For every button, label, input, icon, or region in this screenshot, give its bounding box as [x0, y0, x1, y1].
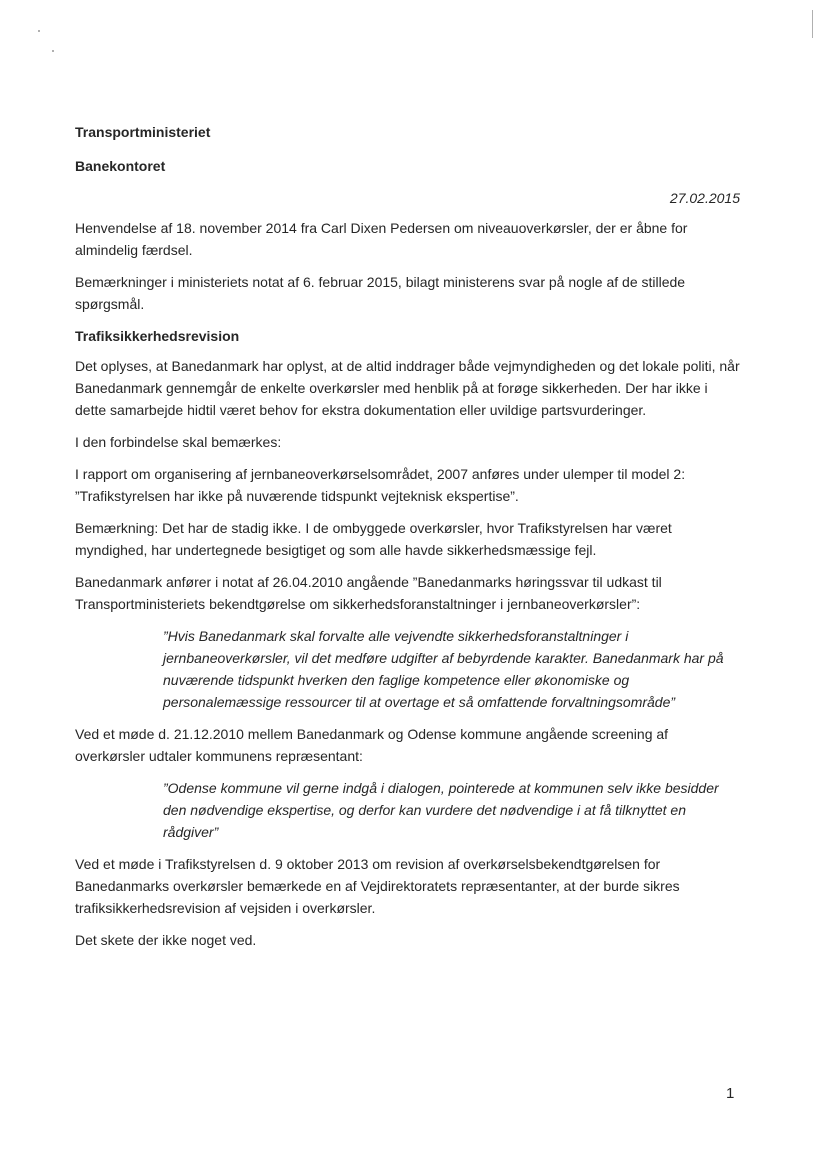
document-date: 27.02.2015 — [669, 190, 740, 206]
document-body — [75, 121, 740, 961]
scan-speck — [52, 50, 54, 52]
paragraph-1: Det oplyses, at Banedanmark har oplyst, at de altid inddrager både vejmyndigheden og det lokale politi, når Banedanmark gennemgår de enkelte overkørsler med henblik på at forøge sikkerheden. Der har ikke i dette samarbejde hidtil været behov for ekstra dokumentation eller uvildige partsvurderinger. — [75, 358, 740, 418]
scan-speck — [812, 10, 813, 38]
paragraph-7: Ved et møde i Trafikstyrelsen d. 9 oktober 2013 om revision af overkørselsbekendtgørelsen for Banedanmarks overkørsler bemærkede en af Vejdirektoratets repræsentanter, at der burde sikres trafiksikkerhedsrevision af vejsiden i overkørsler. — [75, 856, 680, 916]
paragraph-6: Ved et møde d. 21.12.2010 mellem Banedanmark og Odense kommune angående screening af overkørsler udtaler kommunens repræsentant: — [75, 726, 669, 764]
paragraph-8: Det skete der ikke noget ved. — [75, 932, 257, 948]
paragraph-3: I rapport om organisering af jernbaneoverkørselsområdet, 2007 anføres under ulemper til model 2: ”Trafikstyrelsen har ikke på nuværende tidspunkt vejteknisk ekspertise”. — [75, 466, 686, 504]
remarks-paragraph: Bemærkninger i ministeriets notat af 6. februar 2015, bilagt ministerens svar på nogle af de stillede spørgsmål. — [75, 274, 686, 312]
quote-2: ”Odense kommune vil gerne indgå i dialogen, pointerede at kommunen selv ikke besidder den nødvendige ekspertise, og derfor kan vurdere det nødvendige i at få tilknyttet en rådgiver” — [163, 780, 719, 840]
office-name: Banekontoret — [75, 158, 166, 174]
scan-speck — [38, 30, 40, 32]
quote-1: ”Hvis Banedanmark skal forvalte alle vejvendte sikkerhedsforanstaltninger i jernbaneoverkørsler, vil det medføre udgifter af bebyrdende karakter. Banedanmark har på nuværende tidspunkt hverken den faglige kompetence eller økonomiske og personalemæssige ressourcer til at overtage et så omfattende forvaltningsområde” — [163, 628, 724, 710]
paragraph-5: Banedanmark anfører i notat af 26.04.2010 angående ”Banedanmarks høringssvar til udkast til Transportministeriets bekendtgørelse om sikkerhedsforanstaltninger i jernbaneoverkørsler”: — [75, 574, 662, 612]
page-number: 1 — [726, 1085, 735, 1102]
ministry-name: Transportministeriet — [75, 124, 211, 140]
intro-paragraph: Henvendelse af 18. november 2014 fra Carl Dixen Pedersen om niveauoverkørsler, der er åbne for almindelig færdsel. — [75, 220, 688, 258]
paragraph-2: I den forbindelse skal bemærkes: — [75, 434, 282, 450]
section-title: Trafiksikkerhedsrevision — [75, 328, 240, 344]
paragraph-4: Bemærkning: Det har de stadig ikke. I de ombyggede overkørsler, hvor Trafikstyrelsen har været myndighed, har undertegnede besigtiget og som alle havde sikkerhedsmæssige fejl. — [75, 520, 672, 558]
